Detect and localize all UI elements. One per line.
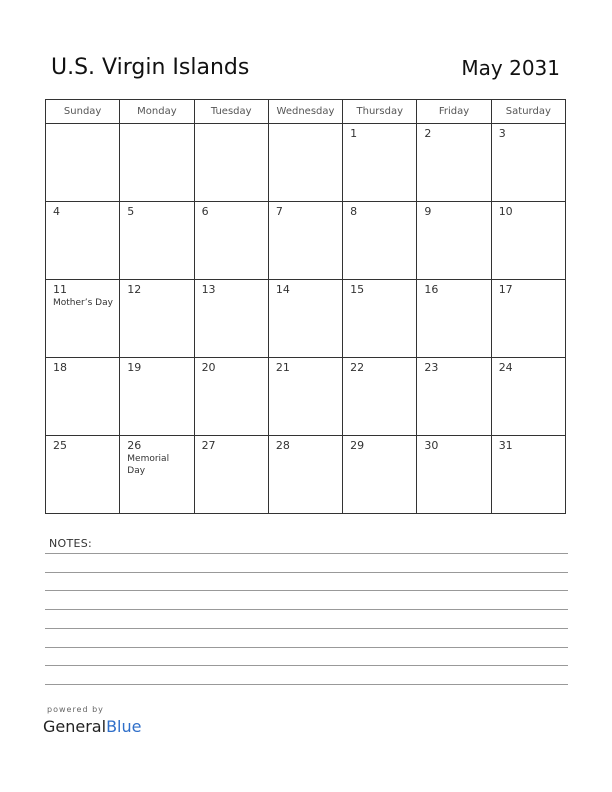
day-cell — [120, 358, 194, 436]
day-number: 8 — [350, 205, 358, 218]
day-cell — [491, 124, 565, 202]
day-number: 14 — [275, 283, 290, 296]
weekday-header: Thursday — [343, 100, 417, 124]
day-number: 27 — [201, 439, 216, 452]
day-cell — [120, 124, 194, 202]
week-row — [46, 280, 566, 358]
day-number: 15 — [350, 283, 365, 296]
day-number: 11 — [53, 283, 67, 296]
calendar-grid — [45, 99, 566, 514]
week-row — [46, 436, 566, 514]
day-number: 20 — [201, 361, 216, 374]
day-cell — [46, 124, 120, 202]
calendar-title: U.S. Virgin Islands — [51, 55, 250, 80]
day-cell — [417, 358, 491, 436]
day-number: 26 — [127, 439, 142, 452]
day-cell — [120, 436, 194, 514]
day-cell — [491, 358, 565, 436]
powered-by-text: powered by — [47, 705, 104, 714]
day-cell — [268, 202, 342, 280]
day-number: 29 — [350, 439, 365, 452]
holiday-label: Mother’s Day — [53, 298, 113, 308]
day-number: 2 — [424, 127, 432, 140]
day-cell — [194, 436, 268, 514]
holiday-label: Memorial Day — [127, 454, 170, 476]
day-cell — [46, 358, 120, 436]
note-line — [45, 684, 568, 685]
calendar-month: May 2031 — [461, 56, 560, 80]
day-cell — [46, 436, 120, 514]
day-number: 6 — [201, 205, 209, 218]
day-number: 22 — [350, 361, 365, 374]
day-cell — [491, 202, 565, 280]
day-number: 1 — [350, 127, 358, 140]
day-number: 3 — [498, 127, 506, 140]
note-line — [45, 647, 568, 648]
day-number: 24 — [498, 361, 513, 374]
week-row — [46, 202, 566, 280]
day-number — [120, 124, 193, 128]
day-cell — [194, 202, 268, 280]
day-number: 21 — [275, 361, 290, 374]
day-number: 10 — [498, 205, 513, 218]
day-cell — [46, 202, 120, 280]
note-line — [45, 590, 568, 591]
notes-label: NOTES: — [49, 537, 93, 550]
day-number: 28 — [275, 439, 290, 452]
day-number: 18 — [53, 361, 67, 374]
day-number: 19 — [127, 361, 142, 374]
day-cell — [120, 280, 194, 358]
weekday-header: Tuesday — [194, 100, 268, 124]
day-cell — [268, 358, 342, 436]
day-number: 31 — [498, 439, 513, 452]
note-line — [45, 628, 568, 629]
weekday-header-row — [46, 100, 566, 124]
weekday-header: Friday — [417, 100, 491, 124]
day-number: 30 — [424, 439, 439, 452]
day-cell — [417, 124, 491, 202]
day-cell — [491, 436, 565, 514]
day-number: 25 — [53, 439, 67, 452]
day-number — [269, 124, 342, 128]
day-cell — [417, 280, 491, 358]
note-line — [45, 572, 568, 573]
day-cell — [343, 202, 417, 280]
day-number: 12 — [127, 283, 142, 296]
day-number: 7 — [275, 205, 283, 218]
day-number: 23 — [424, 361, 439, 374]
day-cell — [268, 280, 342, 358]
day-cell — [343, 358, 417, 436]
day-number: 4 — [53, 205, 60, 218]
weekday-header: Wednesday — [268, 100, 342, 124]
day-cell — [343, 436, 417, 514]
day-cell — [194, 124, 268, 202]
day-cell — [268, 124, 342, 202]
day-cell — [417, 202, 491, 280]
day-number: 16 — [424, 283, 439, 296]
day-cell — [343, 124, 417, 202]
brand-name-part2: Blue — [106, 717, 142, 736]
day-cell — [343, 280, 417, 358]
weekday-header: Saturday — [491, 100, 565, 124]
day-cell — [120, 202, 194, 280]
week-row — [46, 124, 566, 202]
generalblue-logo — [43, 717, 141, 736]
brand-name-part1: General — [43, 717, 107, 736]
day-number: 5 — [127, 205, 135, 218]
day-cell — [46, 280, 120, 358]
day-cell — [194, 280, 268, 358]
day-number: 9 — [424, 205, 432, 218]
day-cell — [268, 436, 342, 514]
day-number: 17 — [498, 283, 513, 296]
note-line — [45, 665, 568, 666]
day-cell — [417, 436, 491, 514]
day-number: 13 — [201, 283, 216, 296]
weekday-header: Monday — [120, 100, 194, 124]
day-cell — [194, 358, 268, 436]
day-cell — [491, 280, 565, 358]
day-number — [46, 124, 119, 128]
weekday-header: Sunday — [46, 100, 120, 124]
week-row — [46, 358, 566, 436]
note-line — [45, 609, 568, 610]
day-number — [195, 124, 268, 128]
note-line — [45, 553, 568, 554]
